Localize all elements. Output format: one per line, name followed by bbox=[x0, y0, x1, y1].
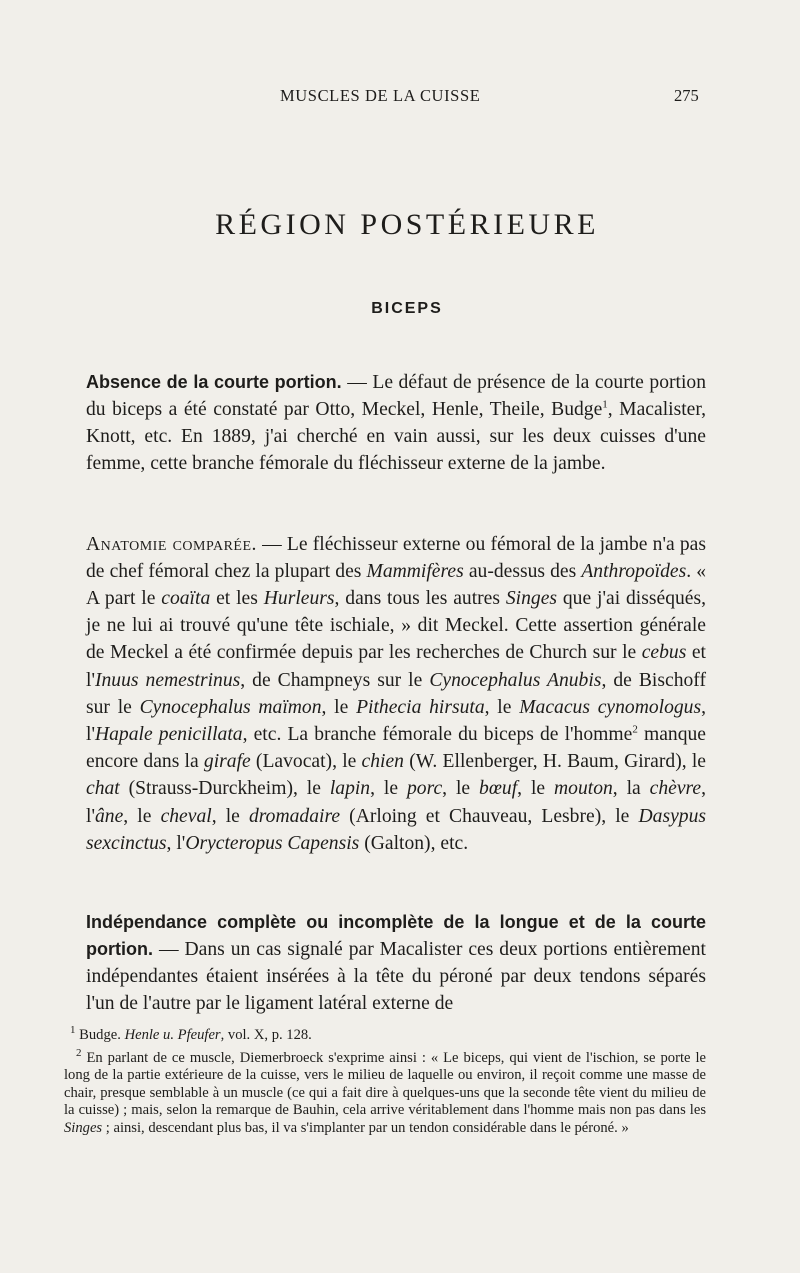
footnote-text: En parlant de ce muscle, Diemerbroeck s'exprime ainsi : « Le biceps, qui vient de l'ischion, se porte le long de la partie extérieure de la cuisse, vers le milieu de laquelle ou environ, il reçoit comme une masse de chair, presque semblable à un muscle (ce qui a fait dire à quelques-uns que la seconde tête vient du milieu de la cuisse) ; mais, selon la remarque de Bauhin, cela arrive véritablement dans l'homme mais non pas dans les bbox=[64, 1049, 706, 1119]
paragraph-lead: Indépendance complète ou incomplète de la longue et de la courte portion. bbox=[86, 911, 706, 959]
paragraph-text: , le bbox=[123, 805, 161, 827]
italic-term: chèvre bbox=[649, 778, 702, 800]
footnotes bbox=[64, 1024, 706, 1138]
paragraph-text: , le bbox=[484, 696, 520, 718]
paragraph-text: (W. Ellenberger, H. Baum, Girard), le bbox=[403, 751, 706, 773]
italic-term: mouton bbox=[554, 778, 613, 800]
italic-term: Anthropoïdes bbox=[581, 560, 687, 582]
paragraph-text: — Le fléchisseur externe ou fémoral de la jambe n'a pas de chef fémoral chez la plupart des bbox=[86, 533, 706, 582]
italic-term: Macacus cynomologus bbox=[519, 696, 702, 718]
italic-term: Hapale penicillata bbox=[94, 724, 243, 746]
paragraph-text: , le bbox=[442, 778, 480, 800]
italic-term: Cynocephalus maïmon bbox=[139, 696, 322, 718]
paragraph-text: , l' bbox=[86, 778, 707, 827]
paragraph-text: , Macalister, Knott, etc. En 1889, j'ai cherché en vain aussi, sur les deux cuisses d'une femme, cette branche fémorale du fléchisseur externe de la jambe. bbox=[86, 398, 706, 475]
paragraph-text: (Galton), etc. bbox=[359, 832, 469, 854]
italic-term: Dasypus sexcinctus bbox=[86, 805, 706, 854]
footnote-mark: 2 bbox=[76, 1046, 82, 1059]
italic-term: dromadaire bbox=[248, 805, 341, 827]
section-title: RÉGION POSTÉRIEURE bbox=[215, 208, 599, 241]
paragraph-text: (Lavocat), le bbox=[250, 751, 362, 773]
footnote-mark: 1 bbox=[70, 1024, 76, 1037]
footnote-1 bbox=[64, 1024, 706, 1045]
footnote-ref: 1 bbox=[602, 398, 608, 411]
paragraph-text: , l' bbox=[86, 696, 707, 746]
paragraph-text: , dans tous les autres bbox=[334, 588, 506, 609]
paragraph-text: et les bbox=[210, 588, 264, 609]
subsection-title: BICEPS bbox=[371, 300, 443, 317]
italic-term: âne bbox=[94, 805, 124, 827]
italic-term: Cynocephalus Anubis bbox=[429, 669, 602, 691]
paragraph-absence-courte-portion bbox=[86, 369, 706, 478]
italic-term: Hurleurs bbox=[263, 588, 335, 609]
paragraph-text: . « A part le bbox=[86, 560, 706, 609]
paragraph-text: , le bbox=[211, 805, 249, 827]
footnote-italic: Singes bbox=[64, 1119, 103, 1136]
running-head bbox=[0, 86, 800, 108]
paragraph-text: que j'ai disséqués, je ne lui ai trouvé qu'une tête ischiale, » dit Meckel. Cette assertion générale de Meckel a été confirmée depuis par les recherches de Church sur le bbox=[86, 588, 707, 664]
footnote-text: Budge. bbox=[75, 1027, 125, 1043]
italic-term: bœuf bbox=[479, 778, 518, 800]
italic-term: cebus bbox=[641, 642, 687, 664]
paragraph-lead: Anatomie comparée. bbox=[86, 533, 257, 555]
paragraph-text: , etc. La branche fémorale du biceps de l'homme bbox=[242, 724, 633, 746]
paragraph-text: , de Bischoff sur le bbox=[86, 669, 706, 718]
footnote-italic: Henle u. Pfeufer bbox=[124, 1027, 221, 1043]
italic-term: chat bbox=[86, 778, 120, 800]
footnote-text: ; ainsi, descendant plus bas, il va s'implanter par un tendon considérable dans le péroné. » bbox=[102, 1119, 629, 1136]
paragraph-text: , l' bbox=[166, 832, 186, 854]
paragraph-text: , de Champneys sur le bbox=[240, 669, 430, 691]
paragraph-text: , la bbox=[612, 778, 650, 800]
italic-term: girafe bbox=[203, 751, 251, 773]
paragraph-text: — Le défaut de présence de la courte portion du biceps a été constaté par Otto, Meckel, Henle, Theile, Budge bbox=[86, 371, 707, 420]
paragraph-text: , le bbox=[321, 696, 357, 718]
paragraph-text: (Arloing et Chauveau, Lesbre), le bbox=[340, 805, 639, 827]
paragraph-text: , le bbox=[517, 778, 554, 800]
italic-term: porc bbox=[406, 778, 443, 800]
italic-term: cheval bbox=[160, 805, 212, 827]
italic-term: coaïta bbox=[161, 588, 211, 609]
paragraph-text: au-dessus des bbox=[463, 560, 582, 582]
italic-term: Singes bbox=[505, 588, 558, 609]
italic-term: Orycteropus Capensis bbox=[185, 832, 360, 854]
italic-term: Mammifères bbox=[366, 560, 464, 582]
paragraph-text: (Strauss-Durckheim), le bbox=[119, 778, 330, 800]
running-title: MUSCLES DE LA CUISSE bbox=[280, 86, 481, 105]
italic-term: Pithecia hirsuta bbox=[356, 696, 485, 718]
italic-term: chien bbox=[361, 751, 404, 773]
italic-term: Inuus nemestrinus bbox=[94, 669, 241, 691]
footnote-ref: 2 bbox=[632, 723, 638, 736]
page-number: 275 bbox=[674, 86, 699, 105]
paragraph-anatomie-comparee bbox=[86, 531, 706, 857]
footnote-2 bbox=[64, 1046, 706, 1138]
paragraph-text: manque encore dans la bbox=[86, 724, 706, 773]
italic-term: lapin bbox=[329, 778, 371, 800]
footnote-text: , vol. X, p. 128. bbox=[220, 1027, 312, 1043]
paragraph-text: , le bbox=[370, 778, 407, 800]
paragraph-independance bbox=[86, 909, 706, 1018]
paragraph-lead: Absence de la courte portion. bbox=[86, 371, 342, 392]
paragraph-text: et l' bbox=[86, 642, 706, 691]
paragraph-text: — Dans un cas signalé par Macalister ces deux portions entièrement indépendantes étaient insérées à la tête du péroné par deux tendons séparés l'un de l'autre par le ligament latéral externe de bbox=[86, 938, 706, 1015]
